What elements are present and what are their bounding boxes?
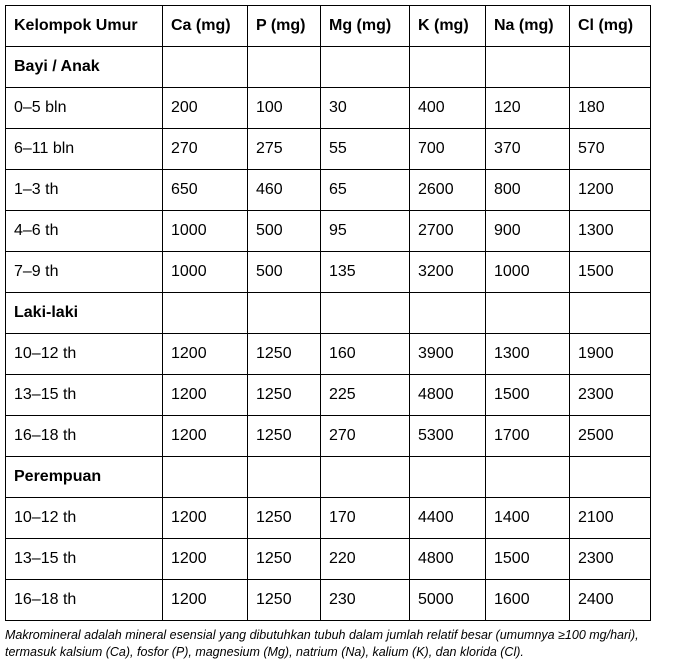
value-cell: 4800 [410,539,486,580]
table-row [6,170,651,211]
empty-cell [163,47,248,88]
value-cell: 1300 [570,211,651,252]
value-cell: 270 [321,416,410,457]
value-cell: 1000 [163,252,248,293]
value-cell: 3200 [410,252,486,293]
value-cell: 1250 [248,580,321,621]
age-cell: 13–15 th [6,375,163,416]
table-row [6,211,651,252]
value-cell: 2300 [570,375,651,416]
age-cell: 1–3 th [6,170,163,211]
value-cell: 160 [321,334,410,375]
value-cell: 220 [321,539,410,580]
table-row [6,539,651,580]
empty-cell [570,457,651,498]
value-cell: 1200 [163,334,248,375]
empty-cell [570,293,651,334]
group-label: Bayi / Anak [6,47,163,88]
value-cell: 1500 [486,539,570,580]
table-row [6,375,651,416]
value-cell: 1250 [248,334,321,375]
age-cell: 10–12 th [6,334,163,375]
value-cell: 5300 [410,416,486,457]
value-cell: 1250 [248,416,321,457]
mineral-table [5,5,651,621]
footnote: Makromineral adalah mineral esensial yang dibutuhkan tubuh dalam jumlah relatif besar (umumnya ≥100 mg/hari), termasuk kalsium (Ca), fosfor (P), magnesium (Mg), natrium (Na), kalium (K), dan klorida (Cl). [5,628,639,659]
value-cell: 5000 [410,580,486,621]
table-row [6,498,651,539]
value-cell: 100 [248,88,321,129]
empty-cell [248,457,321,498]
empty-cell [486,457,570,498]
age-cell: 16–18 th [6,580,163,621]
value-cell: 500 [248,211,321,252]
empty-cell [163,293,248,334]
value-cell: 3900 [410,334,486,375]
value-cell: 135 [321,252,410,293]
value-cell: 2500 [570,416,651,457]
value-cell: 1200 [570,170,651,211]
group-label: Perempuan [6,457,163,498]
value-cell: 230 [321,580,410,621]
value-cell: 1500 [570,252,651,293]
table-body [6,47,651,621]
table-row [6,580,651,621]
value-cell: 400 [410,88,486,129]
group-row [6,47,651,88]
value-cell: 800 [486,170,570,211]
table-row [6,416,651,457]
empty-cell [410,457,486,498]
empty-cell [410,293,486,334]
header-cell: P (mg) [248,6,321,47]
age-cell: 4–6 th [6,211,163,252]
value-cell: 1000 [163,211,248,252]
value-cell: 1900 [570,334,651,375]
value-cell: 2600 [410,170,486,211]
age-cell: 7–9 th [6,252,163,293]
value-cell: 1250 [248,498,321,539]
value-cell: 2700 [410,211,486,252]
value-cell: 170 [321,498,410,539]
header-cell: K (mg) [410,6,486,47]
empty-cell [486,293,570,334]
header-row [6,6,651,47]
value-cell: 4400 [410,498,486,539]
table-row [6,88,651,129]
value-cell: 275 [248,129,321,170]
value-cell: 500 [248,252,321,293]
empty-cell [486,47,570,88]
value-cell: 180 [570,88,651,129]
value-cell: 460 [248,170,321,211]
value-cell: 1200 [163,539,248,580]
value-cell: 1500 [486,375,570,416]
value-cell: 30 [321,88,410,129]
header-cell: Kelompok Umur [6,6,163,47]
value-cell: 1400 [486,498,570,539]
empty-cell [163,457,248,498]
empty-cell [248,47,321,88]
value-cell: 2300 [570,539,651,580]
age-cell: 10–12 th [6,498,163,539]
value-cell: 1200 [163,580,248,621]
value-cell: 200 [163,88,248,129]
value-cell: 2100 [570,498,651,539]
empty-cell [570,47,651,88]
empty-cell [410,47,486,88]
value-cell: 1700 [486,416,570,457]
header-cell: Mg (mg) [321,6,410,47]
value-cell: 225 [321,375,410,416]
header-cell: Ca (mg) [163,6,248,47]
value-cell: 120 [486,88,570,129]
group-row [6,457,651,498]
table-row [6,252,651,293]
value-cell: 4800 [410,375,486,416]
value-cell: 55 [321,129,410,170]
value-cell: 1600 [486,580,570,621]
age-cell: 0–5 bln [6,88,163,129]
age-cell: 13–15 th [6,539,163,580]
value-cell: 1200 [163,498,248,539]
header-cell: Na (mg) [486,6,570,47]
empty-cell [321,47,410,88]
value-cell: 65 [321,170,410,211]
value-cell: 1250 [248,539,321,580]
empty-cell [321,293,410,334]
value-cell: 1200 [163,375,248,416]
table-row [6,334,651,375]
group-label: Laki-laki [6,293,163,334]
value-cell: 1300 [486,334,570,375]
value-cell: 95 [321,211,410,252]
value-cell: 570 [570,129,651,170]
value-cell: 1250 [248,375,321,416]
age-cell: 6–11 bln [6,129,163,170]
value-cell: 700 [410,129,486,170]
header-cell: Cl (mg) [570,6,651,47]
value-cell: 650 [163,170,248,211]
value-cell: 900 [486,211,570,252]
value-cell: 2400 [570,580,651,621]
empty-cell [321,457,410,498]
group-row [6,293,651,334]
value-cell: 1000 [486,252,570,293]
value-cell: 270 [163,129,248,170]
age-cell: 16–18 th [6,416,163,457]
table-row [6,129,651,170]
value-cell: 370 [486,129,570,170]
empty-cell [248,293,321,334]
value-cell: 1200 [163,416,248,457]
